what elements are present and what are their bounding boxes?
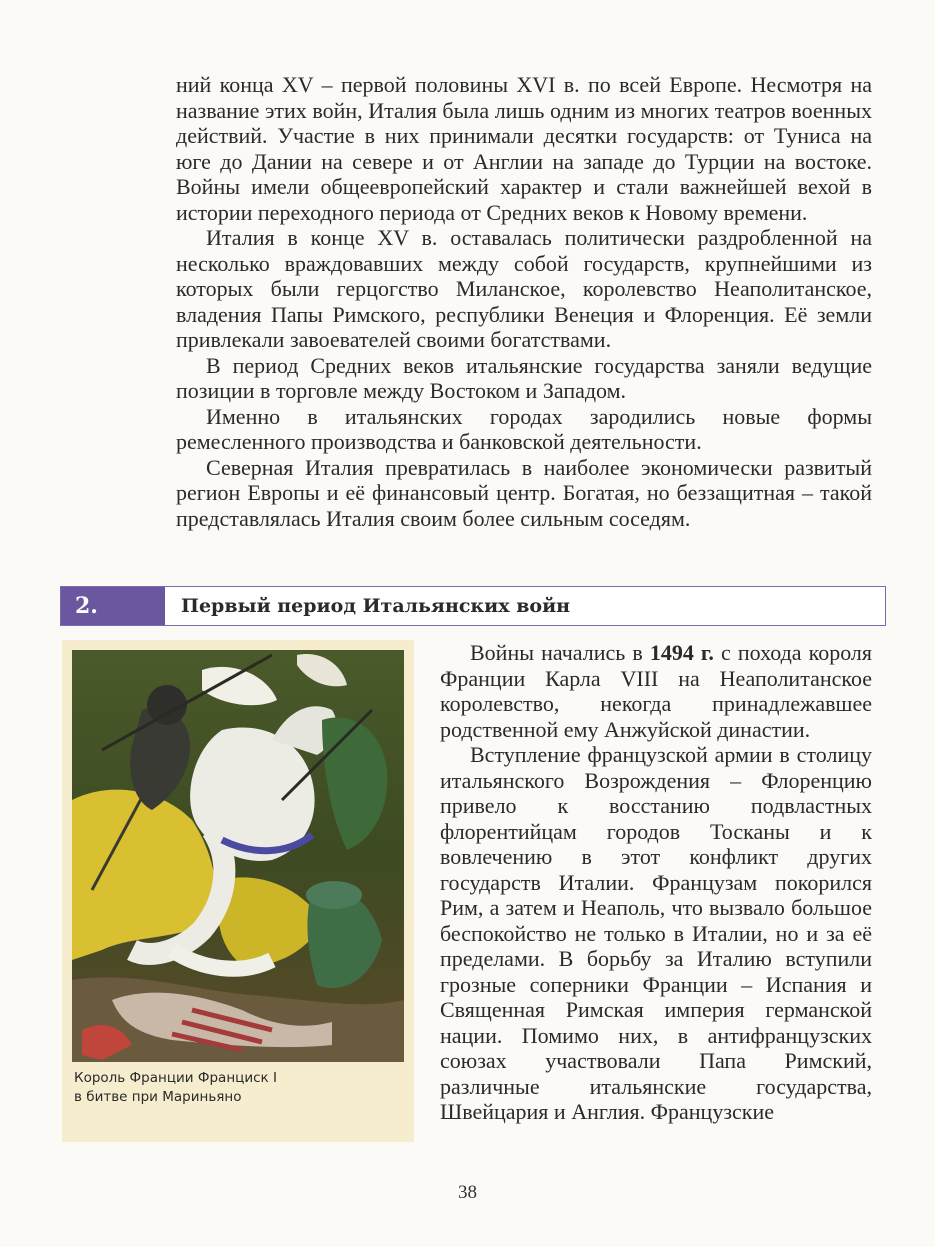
- paragraph: Италия в конце XV в. оставалась политически раздробленной на несколько враждовавших между собой государств, крупнейшими из которых были герцогство Миланское, королевство Неаполитанское, владения Папы Римского, республики Венеция и Флоренция. Её земли привлекали завоевателей своими богатствами.: [176, 225, 872, 352]
- text-run: Войны начались в: [470, 640, 650, 665]
- top-text-block: [176, 72, 872, 531]
- section-number: 2.: [61, 587, 165, 625]
- caption-line: Король Франции Франциск I: [74, 1070, 277, 1086]
- illustration-figure: [62, 640, 414, 1142]
- page-number: 38: [458, 1182, 477, 1203]
- paragraph: Северная Италия превратилась в наиболее экономически развитый регион Европы и её финансовый центр. Богатая, но беззащитная – такой представлялась Италия своим более сильным соседям.: [176, 454, 872, 531]
- section-title: Первый период Итальянских войн: [181, 595, 571, 617]
- caption-line: в битве при Мариньяно: [74, 1089, 242, 1105]
- paragraph: ний конца XV – первой половины XVI в. по всей Европе. Несмотря на название этих войн, Италия была лишь одним из многих театров военных действий. Участие в них принимали десятки государств: от Туниса на юге до Дании на севере и от Англии на западе до Турции на востоке. Войны имели общеевропейский характер и стали важнейшей вехой в истории переходного периода от Средних веков к Новому времени.: [176, 72, 872, 225]
- battle-painting: [72, 650, 404, 1062]
- section-header: [60, 586, 886, 626]
- text-run: с похода короля Франции Карла VIII на Неаполитанское королевство, некогда принадлежавшее родственной ему Анжуйской династии.: [440, 640, 873, 742]
- right-text-block: [440, 640, 872, 1125]
- paragraph: Именно в итальянских городах зародились новые формы ремесленного производства и банковской деятельности.: [176, 403, 872, 454]
- paragraph: [440, 640, 872, 742]
- paragraph: Вступление французской армии в столицу итальянского Возрождения – Флоренцию привело к восстанию подвластных флорентийцам городов Тосканы и к вовлечению в этот конфликт других государств Италии. Французам покорился Рим, а затем и Неаполь, что вызвало большое беспокойство не только в Италии, но и за её пределами. В борьбу за Италию вступили грозные соперники Франции – Испания и Священная Римская империя германской нации. Помимо них, в антифранцузских союзах участвовали Папа Римский, различные итальянские государства, Швейцария и Англия. Французские: [440, 742, 872, 1124]
- figure-caption: [72, 1069, 404, 1107]
- date-highlight: 1494 г.: [649, 640, 714, 665]
- paragraph: В период Средних веков итальянские государства заняли ведущие позиции в торговле между Востоком и Западом.: [176, 352, 872, 403]
